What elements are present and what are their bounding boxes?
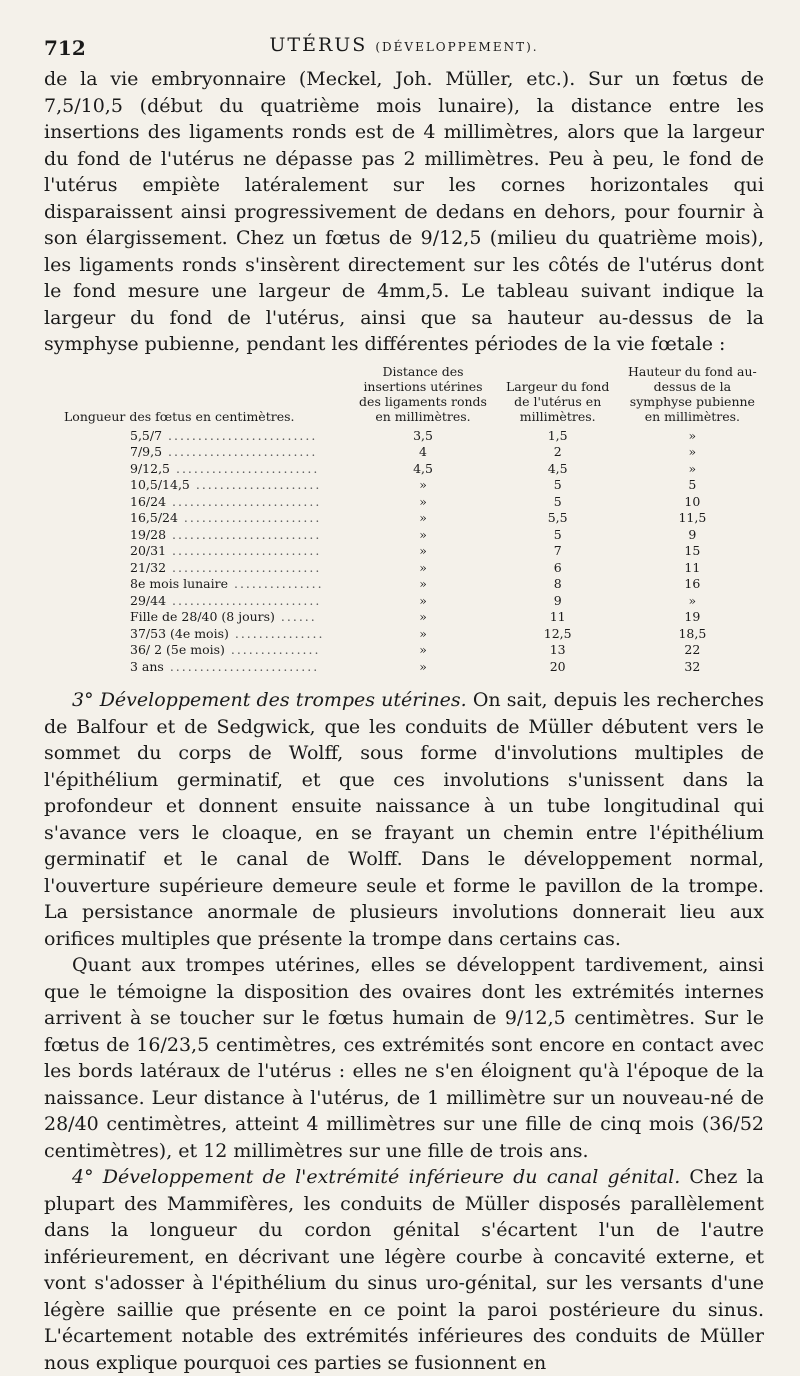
table-cell-length	[44, 494, 351, 511]
table-cell-distance: »	[419, 559, 427, 575]
table-cell-length	[44, 642, 351, 659]
table-cell-length-text: 3 ans	[130, 658, 164, 674]
table-row	[44, 461, 764, 478]
table-cell-length	[44, 527, 351, 544]
table-cell-length	[44, 428, 351, 445]
table-row	[44, 642, 764, 659]
table-cell-length	[44, 560, 351, 577]
dot-leader: .........................	[166, 543, 322, 558]
table-cell-height: 15	[684, 543, 701, 558]
table-cell-length-text: 36/ 2 (5e mois)	[130, 642, 225, 657]
running-title-sub: (DÉVELOPPEMENT).	[375, 40, 539, 54]
intro-paragraph: de la vie embryonnaire (Meckel, Joh. Müller, etc.). Sur un fœtus de 7,5/10,5 (début du quatrième mois lunaire), la distance entre les insertions des ligaments ronds est de 4 millimètres, alors que la largeur du fond de l'utérus ne dépasse pas 2 millimètres. Peu à peu, le fond de l'utérus empiète latéralement sur les cornes horizontales qui disparaissent ainsi progressivement de dedans en dehors, pour fournir à son élargissement. Chez un fœtus de 9/12,5 (milieu du quatrième mois), les ligaments ronds s'insèrent directement sur les côtés de l'utérus dont le fond mesure une largeur de 4mm,5. Le tableau suivant indique la largeur du fond de l'utérus, ainsi que sa hauteur au-dessus de la symphyse pubienne, pendant les différentes périodes de la vie fœtale :	[44, 68, 764, 355]
dot-leader: .........................	[166, 493, 322, 509]
table-cell-distance: »	[419, 625, 427, 641]
table-cell-width: 5	[553, 526, 562, 542]
table-cell-length-text: 5,5/7	[130, 427, 163, 443]
page-header	[44, 30, 764, 66]
table-cell-width: 9	[553, 592, 562, 608]
dot-leader: .....................	[189, 477, 322, 492]
section-4-paragraph	[44, 1164, 764, 1376]
section-3-title: 3° Développement des trompes utérines.	[72, 689, 467, 711]
table-cell-height: 5	[688, 477, 697, 492]
table-row	[44, 659, 764, 676]
table-cell-length	[44, 576, 351, 593]
dot-leader: .........................	[162, 427, 318, 443]
running-title-main: UTÉRUS	[269, 34, 368, 56]
table-cell-length	[44, 659, 351, 676]
table-cell-width: 11	[549, 609, 566, 624]
table-cell-height: »	[688, 444, 697, 459]
table-row	[44, 560, 764, 577]
table-cell-length-text: 20/31	[130, 543, 167, 558]
table-cell-width: 5,5	[547, 510, 568, 525]
table-cell-height: »	[688, 427, 697, 443]
table-cell-distance: 3,5	[413, 427, 433, 443]
table-cell-distance: 4	[419, 444, 427, 459]
table-row	[44, 510, 764, 527]
table-row	[44, 477, 764, 494]
dot-leader: .........................	[163, 658, 320, 674]
page-number: 712	[44, 36, 86, 60]
table-cell-height: 22	[684, 642, 701, 657]
table-cell-width: 2	[553, 444, 562, 459]
table-cell-height: 11	[684, 559, 701, 575]
table-row	[44, 428, 764, 445]
table-cell-distance: »	[419, 543, 427, 558]
table-cell-width: 4,5	[547, 460, 568, 476]
dot-leader: .........................	[166, 526, 322, 542]
running-title	[44, 34, 764, 56]
table-row	[44, 494, 764, 511]
table-cell-length-text: 21/32	[130, 559, 167, 575]
dot-leader: ........................	[170, 460, 320, 476]
table-cell-distance: »	[419, 493, 427, 509]
table-cell-length-text: 16,5/24	[130, 510, 178, 525]
table-cell-length-text: 8e mois lunaire	[130, 576, 229, 591]
table-cell-width: 12,5	[543, 625, 572, 641]
table-cell-width: 5	[553, 477, 562, 492]
table-cell-height: 9	[688, 526, 697, 542]
section-4-title: 4° Développement de l'extrémité inférieure du canal génital.	[72, 1166, 681, 1188]
table-cell-width: 20	[549, 658, 566, 674]
table-cell-width: 1,5	[547, 427, 568, 443]
trompes-paragraph: Quant aux trompes utérines, elles se développent tardivement, ainsi que le témoigne la disposition des ovaires dont les extrémités internes arrivent à se toucher sur le fœtus humain de 9/12,5 centimètres. Sur le fœtus de 16/23,5 centimètres, ces extrémités sont encore en contact avec les bords latéraux de l'utérus : elles ne s'en éloignent qu'à l'époque de la naissance. Leur distance à l'utérus, de 1 millimètre sur un nouveau-né de 28/40 centimètres, atteint 4 millimètres sur une fille de cinq mois (36/52 centimètres), et 12 millimètres sur une fille de trois ans.	[44, 954, 764, 1162]
table-cell-distance: »	[419, 642, 427, 657]
table-cell-length-text: 37/53 (4e mois)	[130, 625, 229, 641]
dot-leader: .........................	[162, 444, 318, 459]
table-row	[44, 609, 764, 626]
table-cell-height: 18,5	[678, 625, 707, 641]
table-cell-length-text: 9/12,5	[130, 460, 170, 476]
dot-leader: .........................	[166, 559, 322, 575]
table-row	[44, 543, 764, 560]
table-cell-height: »	[688, 592, 697, 608]
table-cell-length-text: 19/28	[130, 526, 167, 542]
table-header-row	[44, 364, 764, 428]
table-cell-height: 19	[684, 609, 701, 624]
table-row	[44, 593, 764, 610]
table-cell-height: 11,5	[678, 510, 707, 525]
table-cell-length	[44, 477, 351, 494]
dot-leader: .........................	[166, 592, 322, 608]
section-3-body: On sait, depuis les recherches de Balfour et de Sedgwick, que les conduits de Müller débutent vers le sommet du corps de Wolff, sous forme d'involutions multiples de l'épithélium germinatif, et que ces involutions s'unissent dans la profondeur et donnent ensuite naissance à un tube longitudinal qui s'avance vers le cloaque, en se frayant un chemin entre l'épithélium germinatif et le canal de Wolff. Dans le développement normal, l'ouverture supérieure demeure seule et forme le pavillon de la trompe. La persistance anormale de plusieurs involutions donnerait lieu aux orifices multiples que présente la trompe dans certains cas.	[44, 689, 764, 950]
table-cell-distance: »	[419, 510, 427, 525]
table-header-length: Longueur des fœtus en centimètres.	[64, 408, 295, 424]
table-cell-length	[44, 626, 351, 643]
table-cell-width: 8	[553, 576, 562, 591]
section-3-paragraph	[44, 687, 764, 952]
table-cell-length	[44, 444, 351, 461]
table-body	[44, 428, 764, 676]
table-row	[44, 576, 764, 593]
table-cell-width: 6	[553, 559, 562, 575]
dot-leader: .......................	[177, 510, 322, 525]
table-header-distance: Distance des insertions utérines des ligaments ronds en millimètres.	[359, 363, 487, 424]
table-cell-length-text: 29/44	[130, 592, 167, 608]
table-cell-length	[44, 543, 351, 560]
section-4-body: Chez la plupart des Mammifères, les conduits de Müller disposés parallèlement dans la longueur du cordon génital s'écartent l'un de l'autre inférieurement, en décrivant une légère courbe à concavité externe, et vont s'adosser à l'épithélium du sinus uro-génital, sur les versants d'une légère saillie que présente en ce point la paroi postérieure du sinus. L'écartement notable des extrémités inférieures des conduits de Müller nous explique pourquoi ces parties se fusionnent en	[44, 1166, 764, 1374]
table-cell-length-text: 10,5/14,5	[130, 477, 190, 492]
table-cell-height: 16	[684, 576, 701, 591]
table-cell-length	[44, 593, 351, 610]
table-header-height: Hauteur du fond au-dessus de la symphyse pubienne en millimètres.	[627, 363, 757, 424]
table-row	[44, 626, 764, 643]
dot-leader: ...............	[228, 576, 324, 591]
table-cell-width: 13	[549, 642, 566, 657]
table-cell-length	[44, 461, 351, 478]
table-row	[44, 444, 764, 461]
table-cell-width: 5	[553, 493, 562, 509]
dot-leader: ...............	[228, 625, 325, 641]
table-cell-length-text: 7/9,5	[130, 444, 163, 459]
table-cell-distance: »	[419, 592, 427, 608]
table-cell-length	[44, 609, 351, 626]
table-row	[44, 527, 764, 544]
dot-leader: ...............	[224, 642, 321, 657]
table-cell-height: 32	[684, 658, 701, 674]
dot-leader: ......	[274, 609, 317, 624]
table-header-width: Largeur du fond de l'utérus en millimètres.	[506, 378, 610, 424]
table-cell-distance: 4,5	[413, 460, 433, 476]
table-cell-length	[44, 510, 351, 527]
table-cell-width: 7	[553, 543, 562, 558]
table-cell-distance: »	[419, 576, 427, 591]
table-cell-length-text: Fille de 28/40 (8 jours)	[130, 609, 275, 624]
table-cell-length-text: 16/24	[130, 493, 167, 509]
table-cell-distance: »	[419, 658, 427, 674]
table-cell-distance: »	[419, 609, 427, 624]
table-cell-distance: »	[419, 526, 427, 542]
table-cell-height: 10	[684, 493, 701, 509]
table-cell-height: »	[688, 460, 697, 476]
table-cell-distance: »	[419, 477, 427, 492]
measurements-table	[44, 364, 764, 676]
document-page	[44, 30, 764, 1376]
